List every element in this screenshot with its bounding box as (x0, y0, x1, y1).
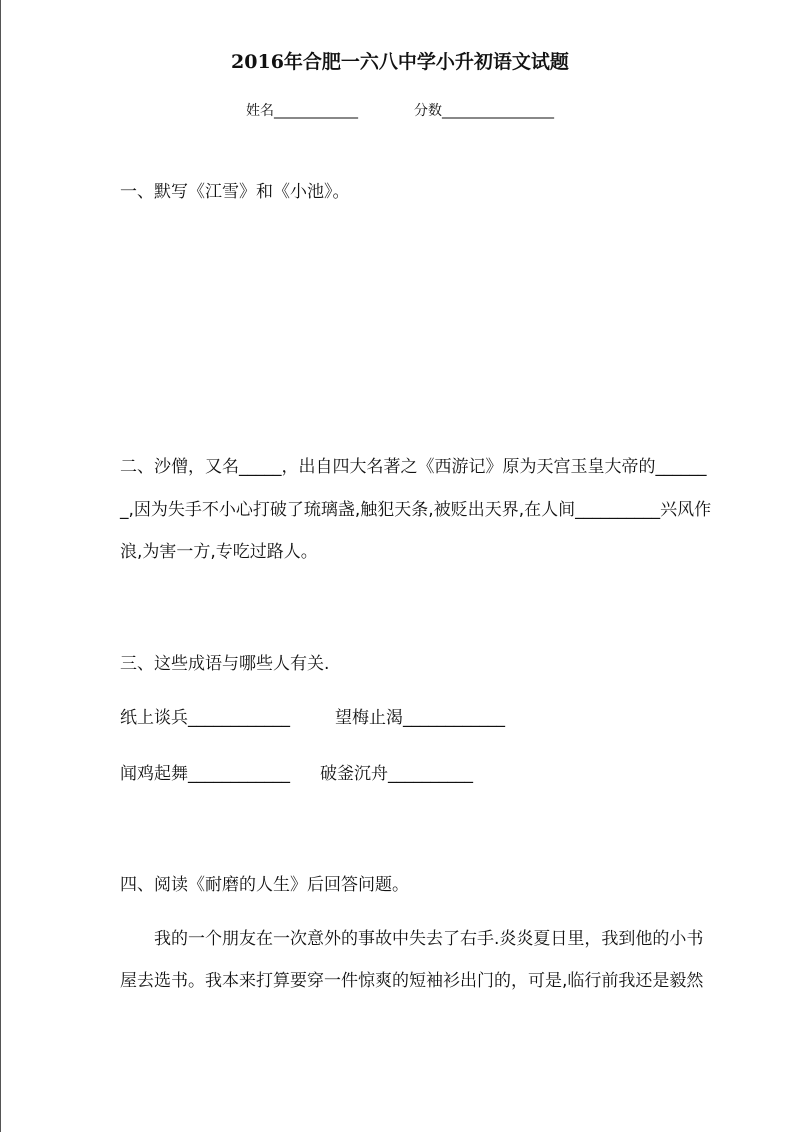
question-2-line-2: _,因为失手不小心打破了琉璃盏,触犯天条,被贬出天界,在人间__________兴风作 (120, 500, 712, 520)
idiom-text: 破釜沉舟 (320, 764, 388, 784)
idiom-text: 闻鸡起舞 (120, 764, 188, 784)
question-2-line-3: 浪,为害一方,专吃过路人。 (120, 542, 318, 562)
name-label: 姓名 (246, 103, 274, 119)
page-left-border (0, 0, 1, 1132)
idiom-item (120, 708, 290, 728)
idiom-text: 望梅止渴 (335, 708, 403, 728)
question-2-line-1: 二、沙僧，又名_____，出自四大名著之《西游记》原为天宫玉皇大帝的______ (120, 457, 707, 477)
idiom-blank: ____________ (188, 764, 290, 784)
idiom-item (320, 764, 473, 784)
idiom-blank: ____________ (188, 708, 290, 728)
score-field (414, 101, 554, 121)
passage-line-1: 我的一个朋友在一次意外的事故中失去了右手.炎炎夏日里，我到他的小书 (154, 929, 704, 949)
score-blank: ________________ (442, 103, 554, 119)
name-field (246, 101, 358, 121)
score-label: 分数 (414, 103, 442, 119)
idiom-text: 纸上谈兵 (120, 708, 188, 728)
idiom-item (335, 708, 505, 728)
passage-line-2: 屋去选书。我本来打算要穿一件惊爽的短袖衫出门的，可是,临行前我还是毅然 (120, 971, 704, 991)
idiom-blank: __________ (388, 764, 473, 784)
question-4-heading: 四、阅读《耐磨的人生》后回答问题。 (120, 875, 409, 895)
question-3-heading: 三、这些成语与哪些人有关. (120, 654, 330, 674)
idiom-blank: ____________ (403, 708, 505, 728)
name-blank: ____________ (274, 103, 358, 119)
exam-title: 2016年合肥一六八中学小升初语文试题 (231, 51, 569, 73)
idiom-item (120, 764, 290, 784)
question-1: 一、默写《江雪》和《小池》。 (120, 182, 350, 202)
